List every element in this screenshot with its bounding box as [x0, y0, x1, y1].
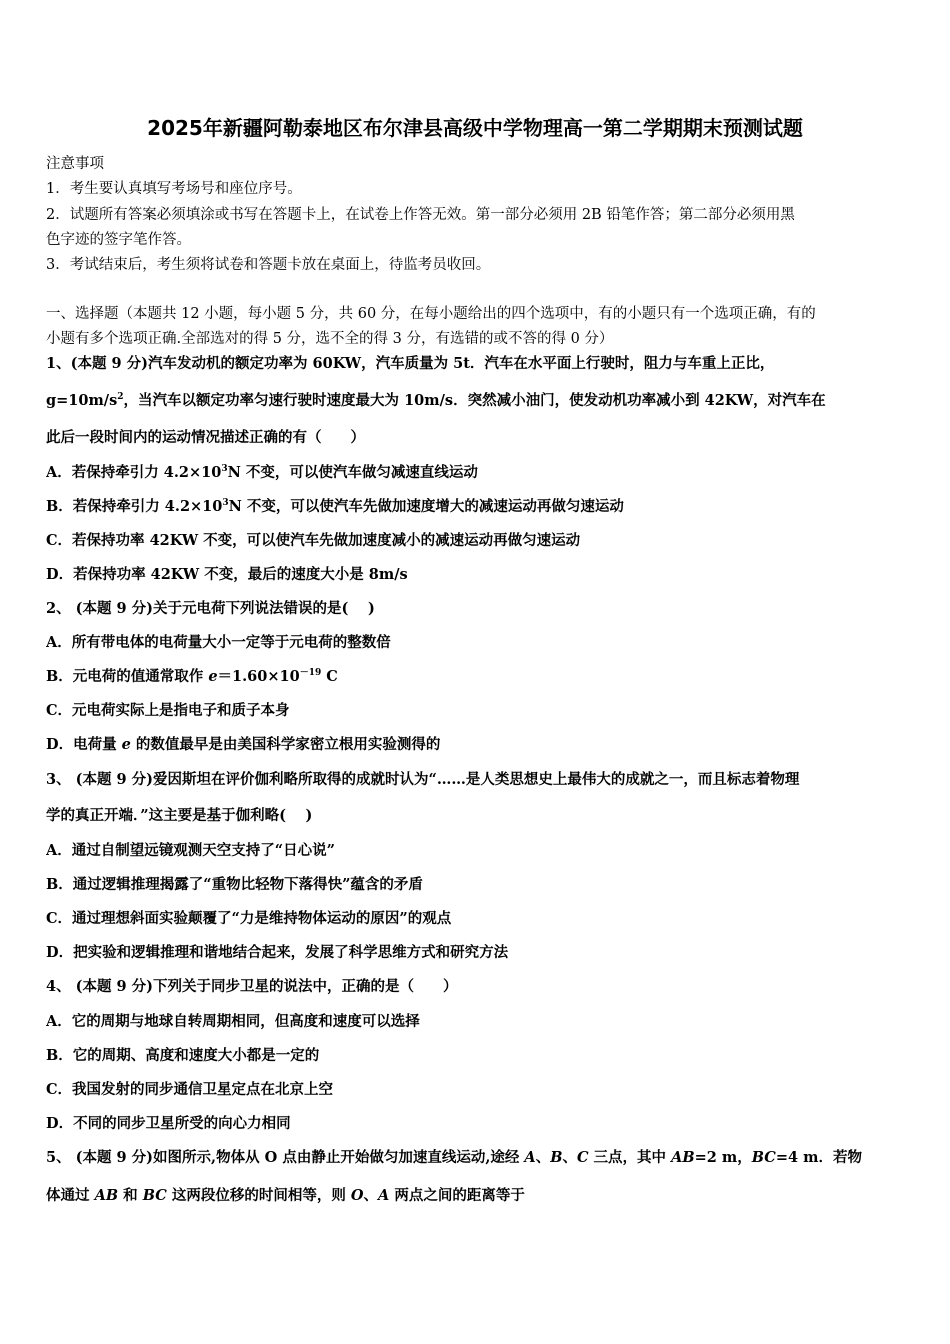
q5-segment-ab: AB: [671, 1149, 695, 1166]
q2-option-b-mid: ＝1.60×10: [217, 668, 300, 685]
notice-heading: 注意事项: [46, 156, 104, 172]
q1-option-a[interactable]: [46, 461, 908, 482]
notice-item-2-line-1: 2．试题所有答案必须填涂或书写在答题卡上，在试卷上作答无效。第一部分必须用 2B 铅笔作答；第二部分必须用黑: [46, 207, 795, 223]
q5-stem-line-1: [46, 1146, 908, 1167]
q4-option-b[interactable]: B．它的周期、高度和速度大小都是一定的: [46, 1047, 320, 1064]
notice-item-2-line-2: 色字迹的签字笔作答。: [46, 232, 191, 248]
q1-option-a-pre: A．若保持牵引力 4.2×10: [46, 464, 222, 481]
q5-point-c: C: [576, 1149, 589, 1166]
notice-item-1: 1．考生要认真填写考场号和座位序号。: [46, 181, 302, 197]
q5-line-2-o: O: [350, 1187, 364, 1204]
q2-stem: 2、 (本题 9 分)关于元电荷下列说法错误的是( ): [46, 600, 375, 617]
q1-option-b-exponent: 3: [222, 498, 229, 509]
q1-option-b-post: N 不变，可以使汽车先做加速度增大的减速运动再做匀速运动: [228, 498, 624, 515]
q1-gravity-exponent: 2: [117, 392, 124, 403]
q1-stem-line-2-rest: ，当汽车以额定功率匀速行驶时速度最大为 10m/s．突然减小油门，使发动机功率减小到 42KW，对汽车在: [123, 392, 826, 409]
q3-stem-line-1: 3、 (本题 9 分)爱因斯坦在评价伽利略所取得的成就时认为“……是人类思想史上最伟大的成就之一，而且标志着物理: [46, 771, 800, 788]
q5-line-1-post: =4 m．若物: [775, 1149, 862, 1166]
q5-line-2-mid: 这两段位移的时间相等，则: [166, 1187, 351, 1204]
q2-option-c[interactable]: C．元电荷实际上是指电子和质子本身: [46, 702, 290, 719]
q5-line-2-bc: BC: [142, 1187, 167, 1204]
page-title: 2025年新疆阿勒泰地区布尔津县高级中学物理高一第二学期期末预测试题: [147, 116, 803, 140]
section-instructions-line-1: 一、选择题（本题共 12 小题，每小题 5 分，共 60 分，在每小题给出的四个选项中，有的小题只有一个选项正确，有的: [46, 306, 816, 322]
q4-stem: 4、 (本题 9 分)下列关于同步卫星的说法中，正确的是（ ）: [46, 978, 458, 995]
q5-line-2-sep: 、: [363, 1187, 379, 1204]
q5-line-1-mid2: =2 m，: [694, 1149, 752, 1166]
q5-sep-1: 、: [535, 1149, 551, 1166]
q3-option-a[interactable]: A．通过自制望远镜观测天空支持了“日心说”: [46, 842, 335, 859]
q1-stem-line-3: 此后一段时间内的运动情况描述正确的有（ ）: [46, 429, 365, 446]
q5-line-1-mid: 三点，其中: [588, 1149, 672, 1166]
q1-option-a-post: N 不变，可以使汽车做匀减速直线运动: [227, 464, 478, 481]
q2-option-b-exponent: －19: [299, 668, 322, 679]
q2-option-b-pre: B．元电荷的值通常取作: [46, 668, 209, 685]
q1-option-b[interactable]: [46, 495, 908, 516]
q1-option-c[interactable]: C．若保持功率 42KW 不变，可以使汽车先做加速度减小的减速运动再做匀速运动: [46, 532, 581, 549]
notice-item-3: 3．考试结束后，考生须将试卷和答题卡放在桌面上，待监考员收回。: [46, 257, 491, 273]
q4-option-a[interactable]: A．它的周期与地球自转周期相同，但高度和速度可以选择: [46, 1013, 420, 1030]
q1-option-b-pre: B．若保持牵引力 4.2×10: [46, 498, 223, 515]
q1-option-a-exponent: 3: [221, 464, 228, 475]
q5-point-a: A: [524, 1149, 536, 1166]
q2-option-b-var: e: [208, 668, 218, 685]
q2-option-d-post: 的数值最早是由美国科学家密立根用实验测得的: [130, 736, 441, 753]
q4-option-d[interactable]: D．不同的同步卫星所受的向心力相同: [46, 1115, 291, 1132]
q2-option-d-var: e: [121, 736, 131, 753]
q5-segment-bc: BC: [751, 1149, 776, 1166]
q4-option-c[interactable]: C．我国发射的同步通信卫星定点在北京上空: [46, 1081, 334, 1098]
q1-gravity-value: g=10m/s: [46, 392, 118, 409]
q5-line-2-ab: AB: [94, 1187, 119, 1204]
q1-stem-line-2: [46, 389, 908, 410]
q2-option-d[interactable]: [46, 733, 908, 754]
q1-option-d[interactable]: D．若保持功率 42KW 不变，最后的速度大小是 8m/s: [46, 566, 408, 583]
q5-point-b: B: [550, 1149, 563, 1166]
q2-option-a[interactable]: A．所有带电体的电荷量大小一定等于元电荷的整数倍: [46, 634, 391, 651]
q3-option-b[interactable]: B．通过逻辑推理揭露了“重物比轻物下落得快”蕴含的矛盾: [46, 876, 423, 893]
q5-line-1-pre: 5、 (本题 9 分)如图所示,物体从 O 点由静止开始做匀加速直线运动,途经: [46, 1149, 525, 1166]
q5-stem-line-2: [46, 1184, 908, 1205]
q5-sep-2: 、: [562, 1149, 577, 1166]
q2-option-b[interactable]: [46, 665, 908, 686]
q3-option-c[interactable]: C．通过理想斜面实验颠覆了“力是维持物体运动的原因”的观点: [46, 910, 452, 927]
q3-stem-line-2: 学的真正开端．”这主要是基于伽利略( ): [46, 807, 313, 824]
q1-stem-line-1: 1、(本题 9 分)汽车发动机的额定功率为 60KW，汽车质量为 5t．汽车在水平面上行驶时，阻力与车重上正比，: [46, 355, 775, 372]
q5-line-2-a: A: [378, 1187, 390, 1204]
q2-option-b-post: C: [321, 668, 338, 685]
q3-option-d[interactable]: D．把实验和逻辑推理和谐地结合起来，发展了科学思维方式和研究方法: [46, 944, 509, 961]
section-instructions-line-2: 小题有多个选项正确.全部选对的得 5 分，选不全的得 3 分，有选错的或不答的得 0 分）: [46, 331, 614, 347]
q5-line-2-pre: 体通过: [46, 1187, 95, 1204]
q5-line-2-and: 和: [118, 1187, 143, 1204]
q5-line-2-post: 两点之间的距离等于: [389, 1187, 525, 1204]
q2-option-d-pre: D．电荷量: [46, 736, 122, 753]
